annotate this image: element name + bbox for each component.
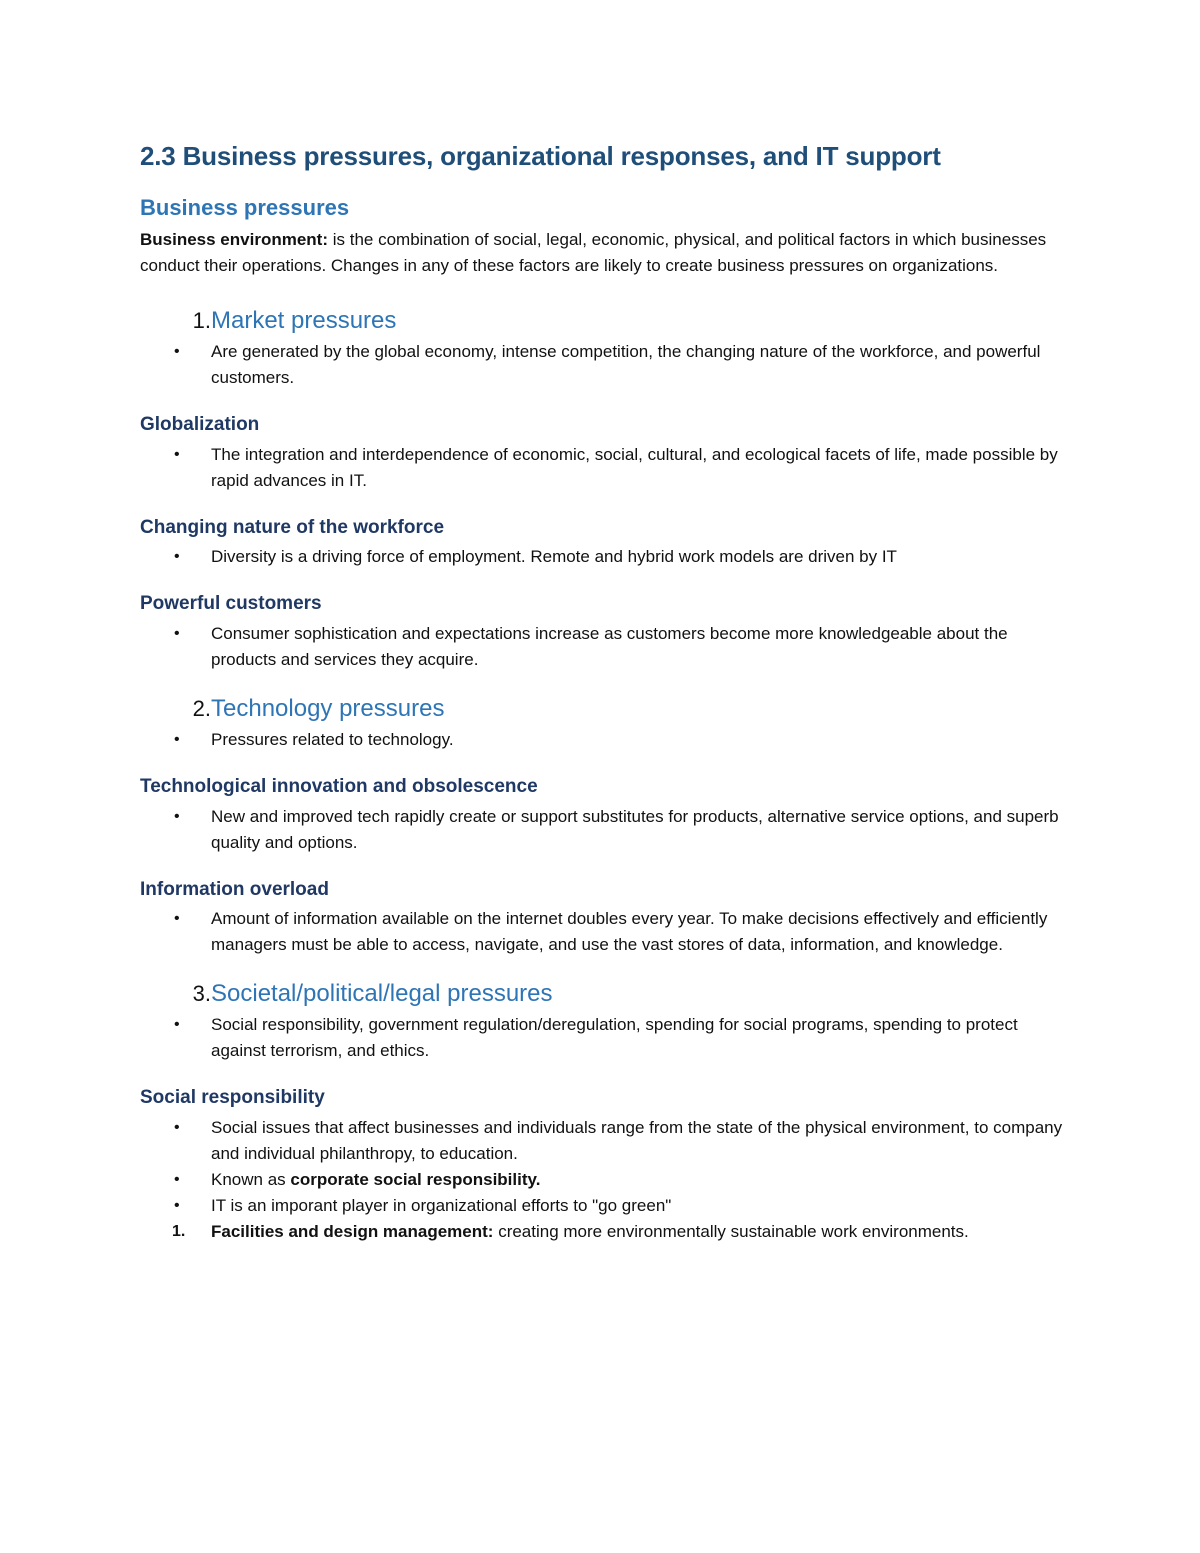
bullet-mark: • [174,807,180,825]
bullet-text: Diversity is a driving force of employment. Remote and hybrid work models are driven by IT [211,547,897,567]
workforce-bullets [140,544,1065,570]
globalization-bullets [140,442,1065,494]
social-responsibility-bullets [140,1115,1065,1219]
list-item [140,1115,1065,1167]
business-pressures-heading: Business pressures [140,194,350,220]
list-item [140,906,1065,958]
list-item-text [211,1219,1065,1245]
market-pressures-number: 1. [192,307,211,333]
bullet-mark: • [174,624,180,642]
customers-heading: Powerful customers [140,593,322,615]
technology-pressures-number: 2. [192,695,211,721]
business-environment-label: Business environment: [140,229,328,249]
societal-pressures-number: 3. [192,981,211,1007]
facilities-design-label: Facilities and design management: [211,1222,494,1242]
list-number: 1. [172,1223,186,1241]
social-responsibility-numbered-list [140,1219,1065,1245]
bullet-mark: • [174,342,180,360]
bullet-text-prefix: Known as [211,1170,291,1190]
page-title: 2.3 Business pressures, organizational responses, and IT support [140,141,941,171]
corporate-social-responsibility-term: corporate social responsibility. [290,1170,541,1190]
market-pressures-heading [140,307,1065,335]
bullet-mark: • [174,1119,180,1137]
societal-pressures-bullets [140,1012,1065,1064]
workforce-heading: Changing nature of the workforce [140,516,445,538]
business-environment-text: is the combination of social, legal, economic, physical, and political factors in which businesses conduct their operations. Changes in any of these factors are likely to create business pressures on organizations. [140,229,1047,275]
list-item [140,621,1065,673]
technology-pressures-bullets [140,727,1065,753]
bullet-mark: • [174,1016,180,1034]
customers-bullets [140,621,1065,673]
market-pressures-title: Market pressures [211,306,397,334]
market-pressures-bullets [140,339,1065,391]
list-item [140,727,1065,753]
bullet-text: Social issues that affect businesses and individuals range from the state of the physical environment, to company and individual philanthropy, to education. [211,1118,1063,1164]
bullet-mark: • [174,548,180,566]
list-item [140,442,1065,494]
bullet-mark: • [174,730,180,748]
technology-pressures-heading [140,695,1065,723]
societal-pressures-heading [140,980,1065,1008]
bullet-text: Social responsibility, government regulation/deregulation, spending for social programs, spending to protect against terrorism, and ethics. [211,1015,1018,1061]
innovation-heading: Technological innovation and obsolescence [140,775,538,797]
bullet-text: New and improved tech rapidly create or support substitutes for products, alternative service options, and superb quality and options. [211,806,1059,852]
list-item [140,1167,1065,1193]
list-item [140,804,1065,856]
overload-bullets [140,906,1065,958]
bullet-text: Are generated by the global economy, intense competition, the changing nature of the workforce, and powerful customers. [211,341,1041,387]
bullet-text: Pressures related to technology. [211,729,454,749]
list-item [140,339,1065,391]
facilities-design-text: creating more environmentally sustainable work environments. [493,1222,969,1242]
list-item [140,1219,1065,1245]
list-item [140,1012,1065,1064]
bullet-mark: • [174,1197,180,1215]
bullet-text: IT is an imporant player in organizational efforts to "go green" [211,1196,672,1216]
globalization-heading: Globalization [140,413,260,435]
bullet-mark: • [174,445,180,463]
bullet-text [211,1167,1065,1193]
list-item [140,1193,1065,1219]
bullet-mark: • [174,1171,180,1189]
business-environment-paragraph [140,227,1065,279]
overload-heading: Information overload [140,878,329,900]
bullet-mark: • [174,910,180,928]
document-page [140,140,1065,1267]
bullet-text: The integration and interdependence of economic, social, cultural, and ecological facets of life, made possible by rapid advances in IT. [211,444,1058,490]
bullet-text: Consumer sophistication and expectations increase as customers become more knowledgeable about the products and services they acquire. [211,623,1008,669]
social-responsibility-heading: Social responsibility [140,1087,325,1109]
list-item [140,544,1065,570]
technology-pressures-title: Technology pressures [211,694,445,722]
innovation-bullets [140,804,1065,856]
societal-pressures-title: Societal/political/legal pressures [211,980,553,1008]
bullet-text: Amount of information available on the internet doubles every year. To make decisions effectively and efficiently managers must be able to access, navigate, and use the vast stores of data, information, and knowledge. [211,909,1048,955]
